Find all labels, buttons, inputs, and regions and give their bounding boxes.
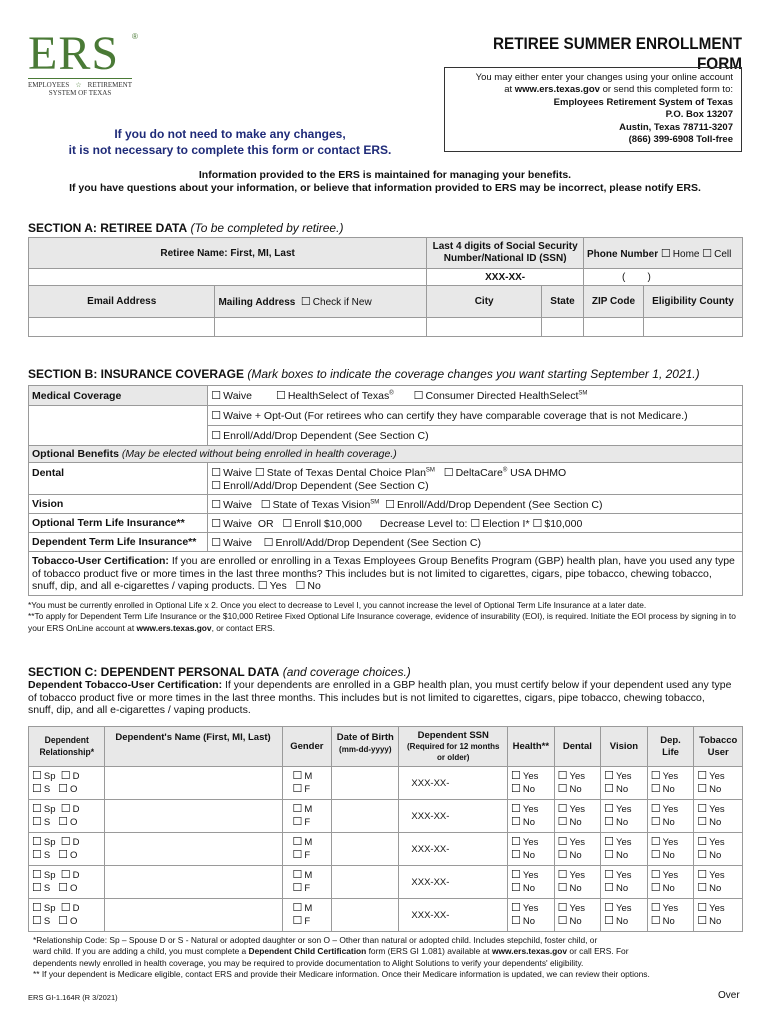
dob-field[interactable] [332,899,399,932]
dependent-ssn-field[interactable]: XXX-XX- [399,767,508,800]
dep-life-no-checkbox[interactable]: ☐ No [651,816,691,829]
dependent-ssn-field[interactable]: XXX-XX- [399,866,508,899]
vision-yes-checkbox[interactable]: ☐ Yes [604,869,644,882]
dep-life-no-checkbox[interactable]: ☐ No [651,915,691,928]
election-i-checkbox[interactable]: ☐ Election I* [470,518,529,530]
s-checkbox[interactable]: ☐ S [32,784,50,795]
health-yes-checkbox[interactable]: ☐ Yes [511,770,551,783]
dental-no-checkbox[interactable]: ☐ No [558,882,598,895]
s-checkbox[interactable]: ☐ S [32,916,50,927]
vision-no-checkbox[interactable]: ☐ No [604,915,644,928]
d-checkbox[interactable]: ☐ D [61,771,80,782]
section-a-title: SECTION A: RETIREE DATA (To be completed by retiree.) [28,221,344,235]
vision-no-checkbox[interactable]: ☐ No [604,849,644,862]
health-yes-checkbox[interactable]: ☐ Yes [511,836,551,849]
email-field[interactable] [29,318,215,337]
female-checkbox[interactable]: ☐ F [293,882,329,895]
dep-life-yes-checkbox[interactable]: ☐ Yes [651,869,691,882]
waive-optout-checkbox[interactable]: ☐ Waive + Opt-Out (For retirees who can certify they have comparable coverage that is not Medicare.) [211,410,687,422]
vision-yes-checkbox[interactable]: ☐ Yes [604,836,644,849]
health-no-checkbox[interactable]: ☐ No [511,816,551,829]
male-checkbox[interactable]: ☐ M [293,836,329,849]
sp-checkbox[interactable]: ☐ Sp [32,903,56,914]
vision-yes-checkbox[interactable]: ☐ Yes [604,902,644,915]
cdhp-checkbox[interactable]: ☐ Consumer Directed HealthSelect℠ [414,390,588,402]
vision-enroll-dependent-checkbox[interactable]: ☐ Enroll/Add/Drop Dependent (See Section C) [385,499,602,511]
vision-no-checkbox[interactable]: ☐ No [604,882,644,895]
mailing-address-field[interactable] [215,318,427,337]
tobacco-yes-checkbox[interactable]: ☐ Yes [697,869,739,882]
healthselect-checkbox[interactable]: ☐ HealthSelect of Texas® [276,390,394,402]
dob-field[interactable] [332,866,399,899]
cell-checkbox[interactable]: ☐ Cell [702,249,731,260]
info-notice: Information provided to the ERS is maintained for managing your benefits. If you have questions about your information, or believe that information provided to ERS may be incorrect, please notify ERS. [69,169,701,194]
dependent-name-field[interactable] [104,767,282,800]
dependent-name-field[interactable] [104,800,282,833]
health-no-checkbox[interactable]: ☐ No [511,915,551,928]
dental-no-checkbox[interactable]: ☐ No [558,783,598,796]
o-checkbox[interactable]: ☐ O [58,817,77,828]
tobacco-no-checkbox[interactable]: ☐ No [697,783,739,796]
tobacco-no-checkbox[interactable]: ☐ No [697,849,739,862]
o-checkbox[interactable]: ☐ O [58,916,77,927]
dob-field[interactable] [332,767,399,800]
s-checkbox[interactable]: ☐ S [32,817,50,828]
dental-no-checkbox[interactable]: ☐ No [558,849,598,862]
male-checkbox[interactable]: ☐ M [293,770,329,783]
dependent-ssn-field[interactable]: XXX-XX- [399,800,508,833]
city-field[interactable] [427,318,542,337]
dependent-row [29,833,743,866]
tobacco-no-checkbox[interactable]: ☐ No [295,580,320,592]
dep-life-yes-checkbox[interactable]: ☐ Yes [651,803,691,816]
star-icon: ☆ [75,81,82,89]
section-c-notes: *Relationship Code: Sp – Spouse D or S - Natural or adopted daughter or son O – Other than natural or adopted child. Includes stepchild, foster child, or ward child. If you are adding a child, you must complete a Dependent Child Certification form (ERS GI 1.081) available at www.ers.texas.gov or call ERS. For dependents newly enrolled in health coverage, you may be required to provide documentation to Alight Solutions to verify your dependents' eligibility. ** If your dependent is Medicare eligible, contact ERS and provide their Medicare information. Once their Medicare information is updated, we can review their options. [33,935,650,979]
vision-waive-checkbox[interactable]: ☐ Waive [211,499,252,511]
dependent-name-field[interactable] [104,866,282,899]
contact-box: You may either enter your changes using your online account at www.ers.texas.gov or send this completed form to: Employees Retirement System of Texas P.O. Box 13207 Austin, Texas 78711-3207 (866) 399-6908 Toll-free [444,67,742,152]
sp-checkbox[interactable]: ☐ Sp [32,771,56,782]
logo-mark: ERS [28,27,120,80]
s-checkbox[interactable]: ☐ S [32,850,50,861]
vision-no-checkbox[interactable]: ☐ No [604,783,644,796]
dental-waive-checkbox[interactable]: ☐ Waive [211,467,252,479]
dependent-tobacco-text: Dependent Tobacco-User Certification: If your dependents are enrolled in a GBP health plan, you must certify below if your dependent used any type of tobacco product five or more times in the last three months. This includes but is not limited to cigarettes, cigars, pipe tobacco, chewing tobacco, snuff, dip, and all e-cigarettes / vaping products. [28,679,732,716]
tobacco-yes-checkbox[interactable]: ☐ Yes [697,770,739,783]
dep-life-no-checkbox[interactable]: ☐ No [651,849,691,862]
dependent-row [29,866,743,899]
tobacco-yes-checkbox[interactable]: ☐ Yes [258,580,287,592]
dtl-enroll-checkbox[interactable]: ☐ Enroll/Add/Drop Dependent (See Section C) [264,537,481,549]
deltacare-checkbox[interactable]: ☐ DeltaCare® USA DHMO [444,467,567,479]
dep-life-no-checkbox[interactable]: ☐ No [651,783,691,796]
no-change-notice: If you do not need to make any changes, it is not necessary to complete this form or contact ERS. [68,127,392,157]
vision-yes-checkbox[interactable]: ☐ Yes [604,803,644,816]
county-field[interactable] [643,318,742,337]
dependent-ssn-field[interactable]: XXX-XX- [399,899,508,932]
section-c-title: SECTION C: DEPENDENT PERSONAL DATA (and coverage choices.) [28,665,411,679]
over-label: Over [718,990,740,1001]
otl-waive-checkbox[interactable]: ☐ Waive [211,518,252,530]
o-checkbox[interactable]: ☐ O [58,850,77,861]
tobacco-no-checkbox[interactable]: ☐ No [697,816,739,829]
vision-no-checkbox[interactable]: ☐ No [604,816,644,829]
dental-yes-checkbox[interactable]: ☐ Yes [558,869,598,882]
health-yes-checkbox[interactable]: ☐ Yes [511,902,551,915]
ers-link[interactable]: www.ers.texas.gov [514,84,600,96]
female-checkbox[interactable]: ☐ F [293,783,329,796]
d-checkbox[interactable]: ☐ D [61,837,80,848]
section-b-title: SECTION B: INSURANCE COVERAGE (Mark boxes to indicate the coverage changes you want starting September 1, 2021.) [28,367,700,381]
tobacco-yes-checkbox[interactable]: ☐ Yes [697,836,739,849]
section-a-table: Retiree Name: First, MI, Last Last 4 digits of Social Security Number/National ID (SSN) Phone Number ☐ Home ☐ Cell XXX-XX- ( ) Email Address Mailing Address ☐ Check if New City State ZIP Code Eligibility County [28,237,743,337]
health-yes-checkbox[interactable]: ☐ Yes [511,803,551,816]
o-checkbox[interactable]: ☐ O [58,784,77,795]
dependent-row [29,800,743,833]
male-checkbox[interactable]: ☐ M [293,869,329,882]
dtl-waive-checkbox[interactable]: ☐ Waive [211,537,252,549]
home-checkbox[interactable]: ☐ Home [661,249,700,260]
dependent-table: Dependent Relationship* Dependent's Name (First, MI, Last) Gender Date of Birth (mm-dd-yyyy) Dependent SSN (Required for 12 months or older) Health** Dental Vision Dep. Life Tobacco User ☐ Sp ☐ D ☐ S ☐ O ☐ M ☐ F XXX-XX- ☐ Yes ☐ No ☐ Yes ☐ No ☐ Yes ☐ No ☐ Yes ☐ No ☐ Yes ☐ No ☐ Sp ☐ D ☐ S ☐ O ☐ M ☐ F XXX-XX- ☐ Yes ☐ No ☐ Yes ☐ No ☐ Yes ☐ No ☐ Yes ☐ No ☐ Yes ☐ No ☐ Sp ☐ D ☐ S ☐ O ☐ M ☐ F XXX-XX- ☐ Yes ☐ No ☐ Yes ☐ No ☐ Yes ☐ No ☐ Yes ☐ No ☐ Yes ☐ No ☐ Sp ☐ D ☐ S ☐ O ☐ M ☐ F XXX-XX- ☐ Yes ☐ No ☐ Yes ☐ No ☐ Yes ☐ No ☐ Yes ☐ No ☐ Yes ☐ No ☐ Sp ☐ D ☐ S ☐ O ☐ M ☐ F XXX-XX- ☐ Yes ☐ No ☐ Yes ☐ No ☐ Yes ☐ No ☐ Yes ☐ No ☐ Yes ☐ No [28,726,743,932]
male-checkbox[interactable]: ☐ M [293,902,329,915]
ssn-field[interactable]: XXX-XX- [427,269,584,286]
s-checkbox[interactable]: ☐ S [32,883,50,894]
male-checkbox[interactable]: ☐ M [293,803,329,816]
tobacco-yes-checkbox[interactable]: ☐ Yes [697,902,739,915]
vision-plan-checkbox[interactable]: ☐ State of Texas Vision℠ [261,499,380,511]
phone-field[interactable]: ( ) [584,269,743,286]
d-checkbox[interactable]: ☐ D [61,903,80,914]
dep-life-yes-checkbox[interactable]: ☐ Yes [651,770,691,783]
ers-logo: ERS ® EMPLOYEES ☆ RETIREMENT SYSTEM OF TEXAS [28,32,143,97]
otl-enroll-checkbox[interactable]: ☐ Enroll $10,000 [282,518,362,530]
health-no-checkbox[interactable]: ☐ No [511,783,551,796]
dep-life-no-checkbox[interactable]: ☐ No [651,882,691,895]
dependent-row [29,767,743,800]
d-checkbox[interactable]: ☐ D [61,870,80,881]
female-checkbox[interactable]: ☐ F [293,915,329,928]
d-checkbox[interactable]: ☐ D [61,804,80,815]
page-title: RETIREE SUMMER ENROLLMENT FORM [492,34,742,73]
check-if-new-checkbox[interactable]: ☐ Check if New [301,297,372,308]
ten-thousand-checkbox[interactable]: ☐ $10,000 [532,518,582,530]
sp-checkbox[interactable]: ☐ Sp [32,837,56,848]
tobacco-no-checkbox[interactable]: ☐ No [697,882,739,895]
tobacco-yes-checkbox[interactable]: ☐ Yes [697,803,739,816]
medical-enroll-dependent-checkbox[interactable]: ☐ Enroll/Add/Drop Dependent (See Section C) [211,430,428,442]
dental-yes-checkbox[interactable]: ☐ Yes [558,836,598,849]
tobacco-no-checkbox[interactable]: ☐ No [697,915,739,928]
section-b-footnotes: *You must be currently enrolled in Optional Life x 2. Once you elect to decrease to Level I, you cannot increase the level of Optional Term Life Insurance at a later date. **To apply for Dependent Term Life Insurance or the $10,000 Retiree Fixed Optional Life Insurance coverage, evidence of insurability (EOI), is required. Initiate the EOI process by signing in to your ERS OnLine account at www.ers.texas.gov, or contact ERS. [28,600,736,633]
health-no-checkbox[interactable]: ☐ No [511,882,551,895]
dep-life-yes-checkbox[interactable]: ☐ Yes [651,902,691,915]
sp-checkbox[interactable]: ☐ Sp [32,804,56,815]
dependent-name-field[interactable] [104,833,282,866]
dental-choice-checkbox[interactable]: ☐ State of Texas Dental Choice Plan℠ [255,467,435,479]
dental-yes-checkbox[interactable]: ☐ Yes [558,770,598,783]
dependent-name-field[interactable] [104,899,282,932]
dependent-ssn-field[interactable]: XXX-XX- [399,833,508,866]
dental-enroll-dependent-checkbox[interactable]: ☐ Enroll/Add/Drop Dependent (See Section C) [211,480,428,492]
sp-checkbox[interactable]: ☐ Sp [32,870,56,881]
dob-field[interactable] [332,800,399,833]
dependent-row [29,899,743,932]
o-checkbox[interactable]: ☐ O [58,883,77,894]
form-code: ERS GI-1.164R (R 3/2021) [28,993,118,1002]
dental-yes-checkbox[interactable]: ☐ Yes [558,803,598,816]
dental-no-checkbox[interactable]: ☐ No [558,915,598,928]
zip-field[interactable] [584,318,644,337]
dob-field[interactable] [332,833,399,866]
female-checkbox[interactable]: ☐ F [293,816,329,829]
vision-yes-checkbox[interactable]: ☐ Yes [604,770,644,783]
health-no-checkbox[interactable]: ☐ No [511,849,551,862]
dental-yes-checkbox[interactable]: ☐ Yes [558,902,598,915]
state-field[interactable] [542,318,584,337]
dental-no-checkbox[interactable]: ☐ No [558,816,598,829]
health-yes-checkbox[interactable]: ☐ Yes [511,869,551,882]
medical-waive-checkbox[interactable]: ☐ Waive [211,390,252,402]
section-b-table: Medical Coverage ☐ Waive☐ HealthSelect of Texas®☐ Consumer Directed HealthSelect℠ ☐ Waive + Opt-Out (For retirees who can certify they have comparable coverage that is not Medicare.) ☐ Enroll/Add/Drop Dependent (See Section C) Optional Benefits (May be elected without being enrolled in health coverage.) Dental ☐ Waive ☐ State of Texas Dental Choice Plan℠ ☐ DeltaCare® USA DHMO ☐ Enroll/Add/Drop Dependent (See Section C) Vision ☐ Waive ☐ State of Texas Vision℠ ☐ Enroll/Add/Drop Dependent (See Section C) Optional Term Life Insurance** ☐ Waive OR ☐ Enroll $10,000 Decrease Level to: ☐ Election I* ☐ $10,000 Dependent Term Life Insurance** ☐ Waive ☐ Enroll/Add/Drop Dependent (See Section C) Tobacco-User Certification: If you are enrolled or enrolling in a Texas Employees Group Benefits Program (GBP) health plan, have you used any type of tobacco product five or more times in the last three months? This includes but is not limited to cigarettes, cigars, pipe tobacco, chewing tobacco, snuff, dip, and all e-cigarettes / vaping products. ☐ Yes ☐ No [28,385,743,596]
dep-life-yes-checkbox[interactable]: ☐ Yes [651,836,691,849]
female-checkbox[interactable]: ☐ F [293,849,329,862]
retiree-name-field[interactable] [29,269,427,286]
